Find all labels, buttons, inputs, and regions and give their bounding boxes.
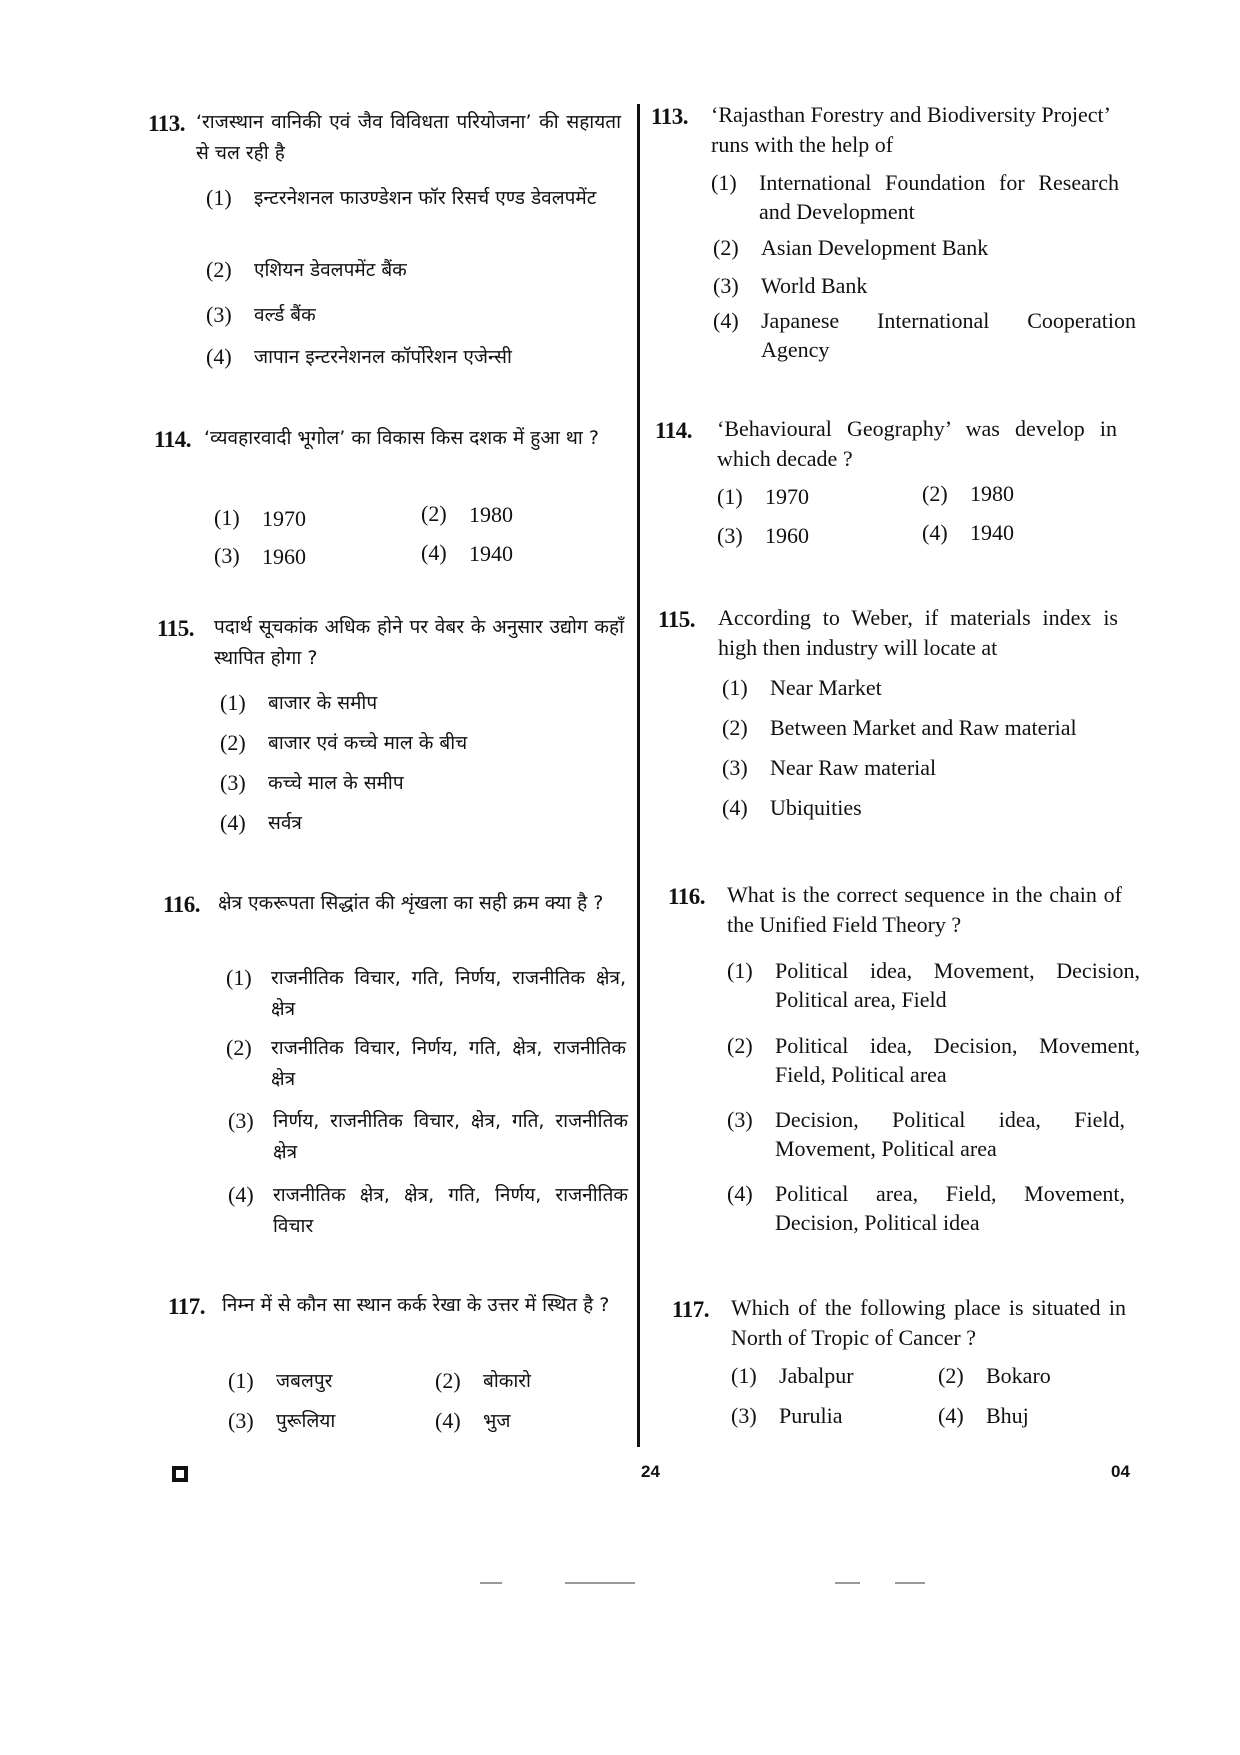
option-number: (4): [938, 1403, 964, 1428]
question-number: 113.: [651, 104, 688, 129]
question-text: According to Weber, if materials index is high then industry will locate at: [718, 605, 1118, 660]
question-text: ‘Behavioural Geography’ was develop in which decade ?: [717, 416, 1117, 471]
option-number: (3): [206, 302, 232, 327]
option-number: (1): [722, 675, 748, 700]
option-number: (1): [717, 484, 743, 509]
option-text: बोकारो: [483, 1370, 531, 1392]
option-number: (3): [214, 543, 240, 568]
question-number: 115.: [658, 607, 695, 632]
option-text: 1940: [469, 541, 513, 566]
option-number: (4): [206, 344, 232, 369]
option-number: (4): [722, 795, 748, 820]
option-text: निर्णय, राजनीतिक विचार, क्षेत्र, गति, राजनीतिक क्षेत्र: [273, 1110, 628, 1163]
question-number: 113.: [148, 111, 185, 136]
question-text: क्षेत्र एकरूपता सिद्धांत की शृंखला का सही क्रम क्या है ?: [218, 892, 604, 914]
option-text: 1940: [970, 520, 1014, 545]
option-text: भुज: [483, 1410, 511, 1432]
option-number: (4): [922, 520, 948, 545]
option-text: 1980: [469, 502, 513, 527]
option-text: एशियन डेवलपमेंट बैंक: [254, 259, 407, 281]
page-number: 24: [641, 1462, 660, 1481]
column-divider: [637, 104, 640, 1447]
option-text: Political idea, Movement, Decision, Political area, Field: [775, 958, 1140, 1012]
scan-artifact: [895, 1582, 925, 1584]
option-text: इन्टरनेशनल फाउण्डेशन फॉर रिसर्च एण्ड डेवलपमेंट: [254, 187, 597, 209]
option-number: (3): [228, 1408, 254, 1433]
question-number: 117.: [672, 1297, 709, 1322]
option-number: (2): [938, 1363, 964, 1388]
option-text: राजनीतिक विचार, गति, निर्णय, राजनीतिक क्षेत्र, क्षेत्र: [271, 967, 626, 1020]
option-number: (1): [206, 185, 232, 210]
question-text: ‘Rajasthan Forestry and Biodiversity Project’ runs with the help of: [711, 102, 1111, 157]
scan-artifact: [565, 1582, 635, 1584]
option-number: (2): [220, 730, 246, 755]
question-number: 114.: [655, 418, 692, 443]
question-text: निम्न में से कौन सा स्थान कर्क रेखा के उत्तर में स्थित है ?: [222, 1294, 610, 1316]
option-number: (3): [731, 1403, 757, 1428]
option-text: बाजार के समीप: [268, 692, 378, 714]
option-number: (4): [220, 810, 246, 835]
option-text: 1980: [970, 481, 1014, 506]
question-number: 117.: [168, 1294, 205, 1319]
option-number: (2): [435, 1368, 461, 1393]
option-text: Jabalpur: [779, 1363, 854, 1388]
option-number: (2): [722, 715, 748, 740]
option-number: (2): [226, 1035, 252, 1060]
question-number: 116.: [163, 892, 200, 917]
question-text: What is the correct sequence in the chain of the Unified Field Theory ?: [727, 882, 1122, 937]
question-text: Which of the following place is situated in North of Tropic of Cancer ?: [731, 1295, 1126, 1350]
question-text: पदार्थ सूचकांक अधिक होने पर वेबर के अनुसार उद्योग कहाँ स्थापित होगा ?: [214, 616, 624, 669]
option-number: (2): [421, 501, 447, 526]
option-text: राजनीतिक क्षेत्र, क्षेत्र, गति, निर्णय, राजनीतिक विचार: [273, 1184, 628, 1237]
option-text: Political idea, Decision, Movement, Field, Political area: [775, 1033, 1140, 1087]
question-number: 116.: [668, 884, 705, 909]
option-number: (4): [713, 308, 739, 333]
option-number: (1): [727, 958, 753, 983]
option-text: बाजार एवं कच्चे माल के बीच: [268, 732, 468, 754]
option-number: (4): [727, 1181, 753, 1206]
option-number: (4): [435, 1408, 461, 1433]
option-number: (1): [214, 505, 240, 530]
question-text: ‘व्यवहारवादी भूगोल’ का विकास किस दशक में हुआ था ?: [204, 427, 599, 449]
option-text: 1960: [765, 523, 809, 548]
question-number: 115.: [157, 616, 194, 641]
option-number: (3): [713, 273, 739, 298]
scan-artifact: [835, 1582, 860, 1584]
option-number: (4): [228, 1182, 254, 1207]
option-number: (2): [713, 235, 739, 260]
option-text: Asian Development Bank: [761, 235, 989, 260]
option-number: (3): [722, 755, 748, 780]
option-number: (1): [220, 690, 246, 715]
option-number: (2): [206, 257, 232, 282]
option-text: पुरूलिया: [276, 1410, 336, 1432]
booklet-code: 04: [1111, 1462, 1130, 1481]
option-text: Political area, Field, Movement, Decision, Political idea: [775, 1181, 1125, 1235]
option-text: World Bank: [761, 273, 868, 298]
option-number: (2): [922, 481, 948, 506]
option-text: International Foundation for Research and Development: [759, 170, 1119, 224]
option-number: (3): [220, 770, 246, 795]
option-text: 1970: [262, 506, 306, 531]
option-text: Bhuj: [986, 1403, 1029, 1428]
option-text: Purulia: [779, 1403, 843, 1428]
option-number: (1): [226, 965, 252, 990]
option-text: 1960: [262, 544, 306, 569]
option-text: 1970: [765, 484, 809, 509]
square-marker-icon: [172, 1466, 188, 1482]
question-number: 114.: [154, 427, 191, 452]
option-number: (3): [727, 1107, 753, 1132]
option-text: Ubiquities: [770, 795, 862, 820]
option-number: (1): [711, 170, 737, 195]
option-text: जापान इन्टरनेशनल कॉर्पोरेशन एजेन्सी: [254, 346, 512, 368]
question-text: ‘राजस्थान वानिकी एवं जैव विविधता परियोजना’ की सहायता से चल रही है: [196, 111, 621, 164]
option-number: (2): [727, 1033, 753, 1058]
option-number: (1): [228, 1368, 254, 1393]
option-text: राजनीतिक विचार, निर्णय, गति, क्षेत्र, राजनीतिक क्षेत्र: [271, 1037, 626, 1090]
option-number: (4): [421, 540, 447, 565]
option-text: Between Market and Raw material: [770, 715, 1077, 740]
option-text: Bokaro: [986, 1363, 1051, 1388]
option-text: Near Raw material: [770, 755, 937, 780]
option-number: (3): [228, 1108, 254, 1133]
option-text: वर्ल्ड बैंक: [254, 304, 316, 326]
option-text: जबलपुर: [276, 1370, 333, 1392]
option-number: (3): [717, 523, 743, 548]
option-text: सर्वत्र: [268, 812, 302, 834]
scan-artifact: [480, 1582, 502, 1584]
option-text: Decision, Political idea, Field, Movement, Political area: [775, 1107, 1125, 1161]
option-text: Japanese International Cooperation Agency: [761, 308, 1136, 362]
option-number: (1): [731, 1363, 757, 1388]
option-text: कच्चे माल के समीप: [268, 772, 404, 794]
option-text: Near Market: [770, 675, 882, 700]
